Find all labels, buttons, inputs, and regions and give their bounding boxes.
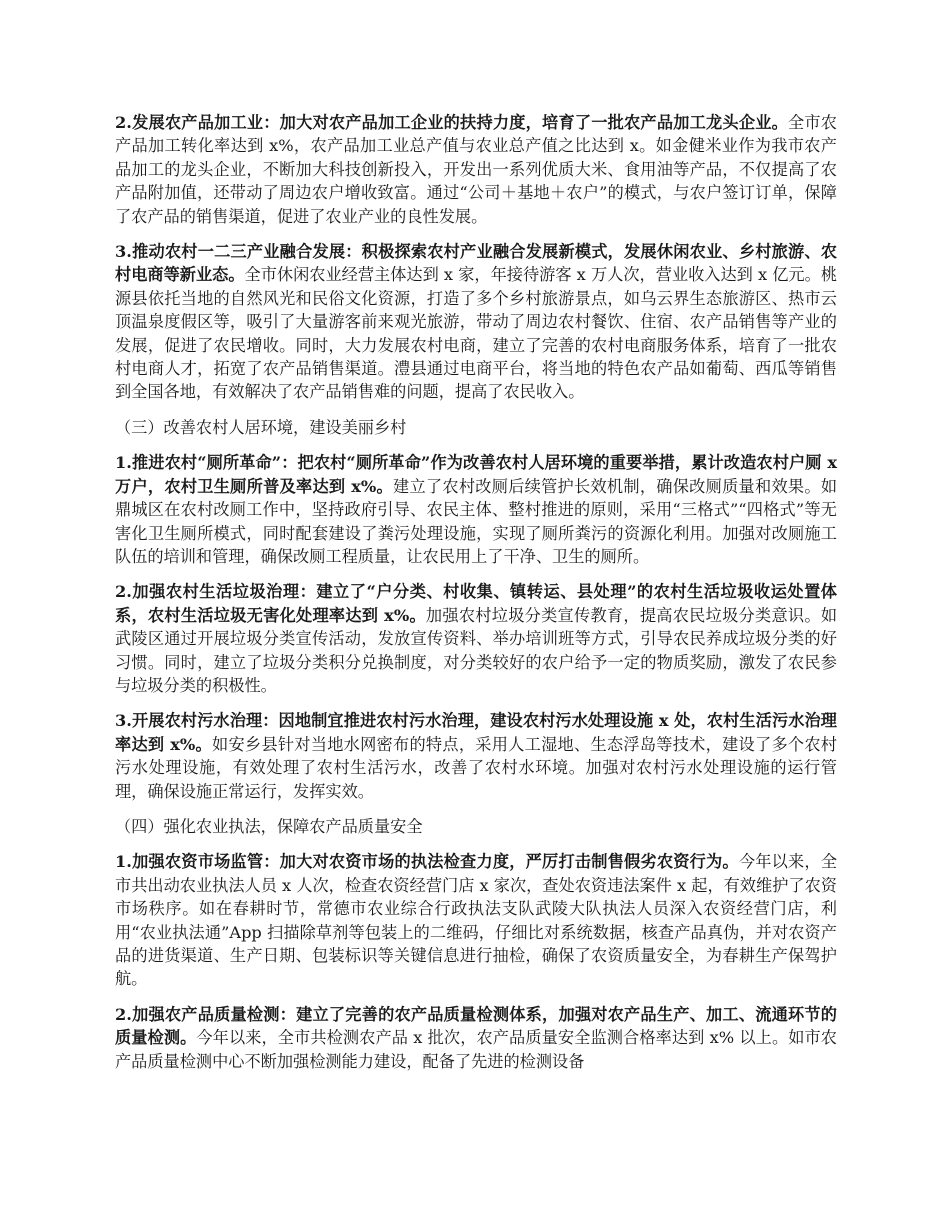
paragraph-body: 全市休闲农业经营主体达到 x 家，年接待游客 x 万人次，营业收入达到 x 亿元。桃源县依托当地的自然风光和民俗文化资源，打造了多个乡村旅游景点，如乌云界生态旅游区、热市云顶温泉度假区等，吸引了大量游客前来观光旅游，带动了周边农村餐饮、住宿、农产品销售等产业的发展，促进了农民增收。同时，大力发展农村电商，建立了完善的农村电商服务体系，培育了一批农村电商人才，拓宽了农产品销售渠道。澧县通过电商平台，将当地的特色农产品如葡萄、西瓜等销售到全国各地，有效解决了农产品销售难的问题，提高了农民收入。	[115, 265, 838, 402]
paragraph-garbage-treatment	[115, 580, 837, 697]
section-heading-law-enforcement: （四）强化农业执法，保障农产品质量安全	[115, 816, 423, 836]
paragraph-lead: 1.加强农资市场监管：加大对农资市场的执法检查力度，严厉打击制售假劣农资行为。	[115, 852, 739, 872]
paragraph-lead: 2.加强农产品质量检测：建立了完善的农产品质量检测体系，加强对农产品生产、加工、流通环节的质量检测。	[115, 1004, 837, 1048]
paragraph-body: 建立了农村改厕后续管护长效机制，确保改厕质量和效果。如鼎城区在农村改厕工作中，坚持政府引导、农民主体、整村推进的原则，采用“三格式”“四格式”等无害化卫生厕所模式，同时配套建设了粪污处理设施，实现了厕所粪污的资源化利用。加强对改厕施工队伍的培训和管理，确保改厕工程质量，让农民用上了干净、卫生的厕所。	[115, 476, 838, 566]
section-heading-living-environment: （三）改善农村人居环境，建设美丽乡村	[115, 417, 407, 437]
paragraph-lead: 3.推动农村一二三产业融合发展：积极探索农村产业融合发展新模式，发展休闲农业、乡村旅游、农村电商等新业态。	[115, 242, 837, 285]
paragraph-lead: 2.加强农村生活垃圾治理：建立了“户分类、村收集、镇转运、县处理”的农村生活垃圾收运处置体系，农村生活垃圾无害化处理率达到 x%。	[115, 582, 837, 625]
paragraph-body: 今年以来，全市共检测农产品 x 批次，农产品质量安全监测合格率达到 x% 以上。如市农产品质量检测中心不断加强检测能力建设，配备了先进的检测设备	[115, 1028, 837, 1071]
paragraph-lead: 1.推进农村“厕所革命”：把农村“厕所革命”作为改善农村人居环境的重要举措，累计改造农村户厕 x 万户，农村卫生厕所普及率达到 x%。	[115, 453, 837, 496]
document-body	[115, 111, 837, 1085]
paragraph-lead: 3.开展农村污水治理：因地制宜推进农村污水治理，建设农村污水处理设施 x 处，农村生活污水治理率达到 x%。	[115, 711, 837, 754]
paragraph-body: 今年以来，全市共出动农业执法人员 x 人次，检查农资经营门店 x 家次，查处农资违法案件 x 起，有效维护了农资市场秩序。如在春耕时节，常德市农业综合行政执法支队武陵大队执法人员深入农资经营门店，利用“农业执法通”App 扫描除草剂等包装上的二维码，仔细比对系统数据，核查产品真伪，并对农资产品的进货渠道、生产日期、包装标识等关键信息进行抽检，确保了农资质量安全，为春耕生产保驾护航。	[115, 852, 838, 989]
paragraph-lead: 2.发展农产品加工业：加大对农产品加工企业的扶持力度，培育了一批农产品加工龙头企业。	[115, 113, 789, 132]
paragraph-agri-supply-supervision	[115, 850, 837, 990]
paragraph-quality-testing	[115, 1003, 837, 1073]
paragraph-processing-industry	[115, 111, 837, 228]
paragraph-body: 如安乡县针对当地水网密布的特点，采用人工湿地、生态浮岛等技术，建设了多个农村污水处理设施，有效处理了农村生活污水，改善了农村水环境。加强对农村污水处理设施的运行管理，确保设施正常运行，发挥实效。	[115, 734, 837, 801]
paragraph-body: 全市农产品加工转化率达到 x%，农产品加工业总产值与农业总产值之比达到 x。如金健米业作为我市农产品加工的龙头企业，不断加大科技创新投入，开发出一系列优质大米、食用油等产品，不仅提高了农产品附加值，还带动了周边农户增收致富。通过“公司＋基地＋农户”的模式，与农户签订订单，保障了农产品的销售渠道，促进了农业产业的良性发展。	[115, 113, 837, 226]
paragraph-body: 加强农村垃圾分类宣传教育，提高农民垃圾分类意识。如武陵区通过开展垃圾分类宣传活动，发放宣传资料、举办培训班等方式，引导农民养成垃圾分类的好习惯。同时，建立了垃圾分类积分兑换制度，对分类较好的农户给予一定的物质奖励，激发了农民参与垃圾分类的积极性。	[115, 605, 838, 695]
paragraph-sewage-treatment	[115, 709, 837, 803]
paragraph-industry-integration	[115, 240, 837, 404]
paragraph-toilet-revolution	[115, 451, 837, 568]
